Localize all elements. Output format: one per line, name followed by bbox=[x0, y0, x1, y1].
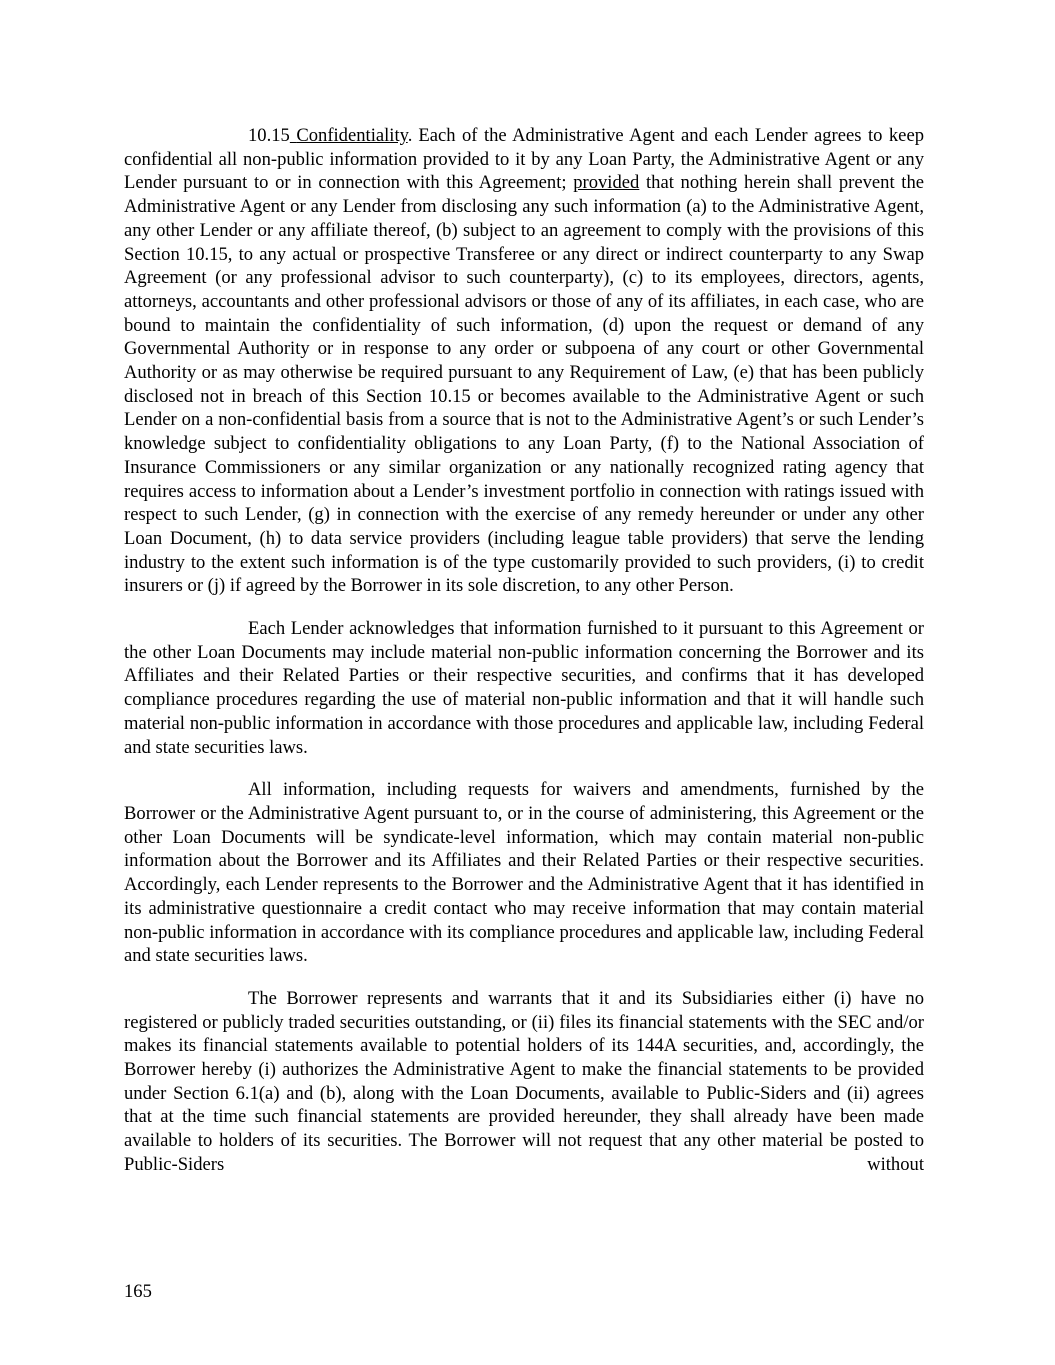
provided-term: provided bbox=[573, 172, 640, 194]
section-body-text: that nothing herein shall prevent the Administrative Agent or any Lender from disclosing any such information (a) to the Administrative Agent, any other Lender or any affiliate thereof, (b) subject to an agreement to comply with the provisions of this Section 10.15, to any actual or prospective Transferee or any direct or indirect counterparty to any Swap Agreement (or any professional advisor to such counterparty), (c) to its employees, directors, agents, attorneys, accountants and other professional advisors or those of any of its affiliates, in each case, who are bound to maintain the confidentiality of such information, (d) upon the request or demand of any Governmental Authority or in response to any order or subpoena of any court or other Governmental Authority or as may otherwise be required pursuant to any Requirement of Law, (e) that has been publicly disclosed not in breach of this Section 10.15 or becomes available to the Administrative Agent or such Lender on a non-confidential basis from a source that is not to the Administrative Agent’s or such Lender’s knowledge subject to confidentiality obligations to any Loan Party, (f) to the National Association of Insurance Commissioners or any similar organization or any nationally recognized rating agency that requires access to information about a Lender’s investment portfolio in connection with ratings issued with respect to such Lender, (g) in connection with the exercise of any remedy hereunder or under any other Loan Document, (h) to data service providers (including league table providers) that serve the lending industry to the extent such information is of the type customarily provided to such providers, (i) to credit insurers or (j) if agreed by the Borrower in its sole discretion, to any other Person. bbox=[124, 172, 924, 597]
section-number: 10.15 bbox=[248, 125, 290, 146]
document-page bbox=[124, 124, 924, 1196]
borrower-representations-paragraph: The Borrower represents and warrants that it and its Subsidiaries either (i) have no registered or publicly traded securities outstanding, or (ii) files its financial statements with the SEC and/or makes its financial statements available to potential holders of its 144A securities, and, accordingly, the Borrower hereby (i) authorizes the Administrative Agent to make the financial statements to be provided under Section 6.1(a) and (b), along with the Loan Documents, available to Public-Siders and (ii) agrees that at the time such financial statements are provided hereunder, they shall already have been made available to holders of its securities. The Borrower will not request that any other material be posted to Public-Siders without bbox=[124, 987, 924, 1175]
lender-acknowledgement-paragraph: Each Lender acknowledges that information furnished to it pursuant to this Agreement or the other Loan Documents may include material non-public information concerning the Borrower and its Affiliates and their Related Parties or their respective securities, and confirms that it has developed compliance procedures regarding the use of material non-public information and that it will handle such material non-public information in accordance with those procedures and applicable law, including Federal and state securities laws. bbox=[124, 618, 924, 758]
section-10-15-paragraph: 10.15 Confidentiality. Each of the Administrative Agent and each Lender agrees to keep confidential all non-public information provided to it by any Loan Party, the Administrative Agent or any Lender pursuant to or in connection with this Agreement; provided that nothing herein shall prevent the Administrative Agent or any Lender from disclosing any such information (a) to the Administrative Agent, any other Lender or any affiliate thereof, (b) subject to an agreement to comply with the provisions of this Section 10.15, to any actual or prospective Transferee or any direct or indirect counterparty to any Swap Agreement (or any professional advisor to such counterparty), (c) to its employees, directors, agents, attorneys, accountants and other professional advisors or those of any of its affiliates, in each case, who are bound to maintain the confidentiality of such information, (d) upon the request or demand of any Governmental Authority or in response to any order or subpoena of any court or other Governmental Authority or as may otherwise be required pursuant to any Requirement of Law, (e) that has been publicly disclosed not in breach of this Section 10.15 or becomes available to the Administrative Agent or such Lender on a non-confidential basis from a source that is not to the Administrative Agent’s or such Lender’s knowledge subject to confidentiality obligations to any Loan Party, (f) to the National Association of Insurance Commissioners or any similar organization or any nationally recognized rating agency that requires access to information about a Lender’s investment portfolio in connection with ratings issued with respect to such Lender, (g) in connection with the exercise of any remedy hereunder or under any other Loan Document, (h) to data service providers (including league table providers) that serve the lending industry to the extent such information is of the type customarily provided to such providers, (i) to credit insurers or (j) if agreed by the Borrower in its sole discretion, to any other Person. bbox=[124, 125, 924, 597]
section-heading: Confidentiality bbox=[296, 125, 408, 146]
page-number: 165 bbox=[124, 1281, 152, 1302]
syndicate-information-paragraph: All information, including requests for waivers and amendments, furnished by the Borrower or the Administrative Agent pursuant to, or in the course of administering, this Agreement or the other Loan Documents will be syndicate-level information, which may contain material non-public information about the Borrower and its Affiliates and their Related Parties or their respective securities. Accordingly, each Lender represents to the Borrower and the Administrative Agent that it has identified in its administrative questionnaire a credit contact who may receive information that may contain material non-public information in accordance with its compliance procedures and applicable law, including Federal and state securities laws. bbox=[124, 779, 924, 967]
section-intro-text: Each of the Administrative Agent and each Lender agrees to keep confidential all non-public information provided to it by any Loan Party, the Administrative Agent or any Lender pursuant to or in connection with this Agreement; bbox=[124, 125, 924, 194]
